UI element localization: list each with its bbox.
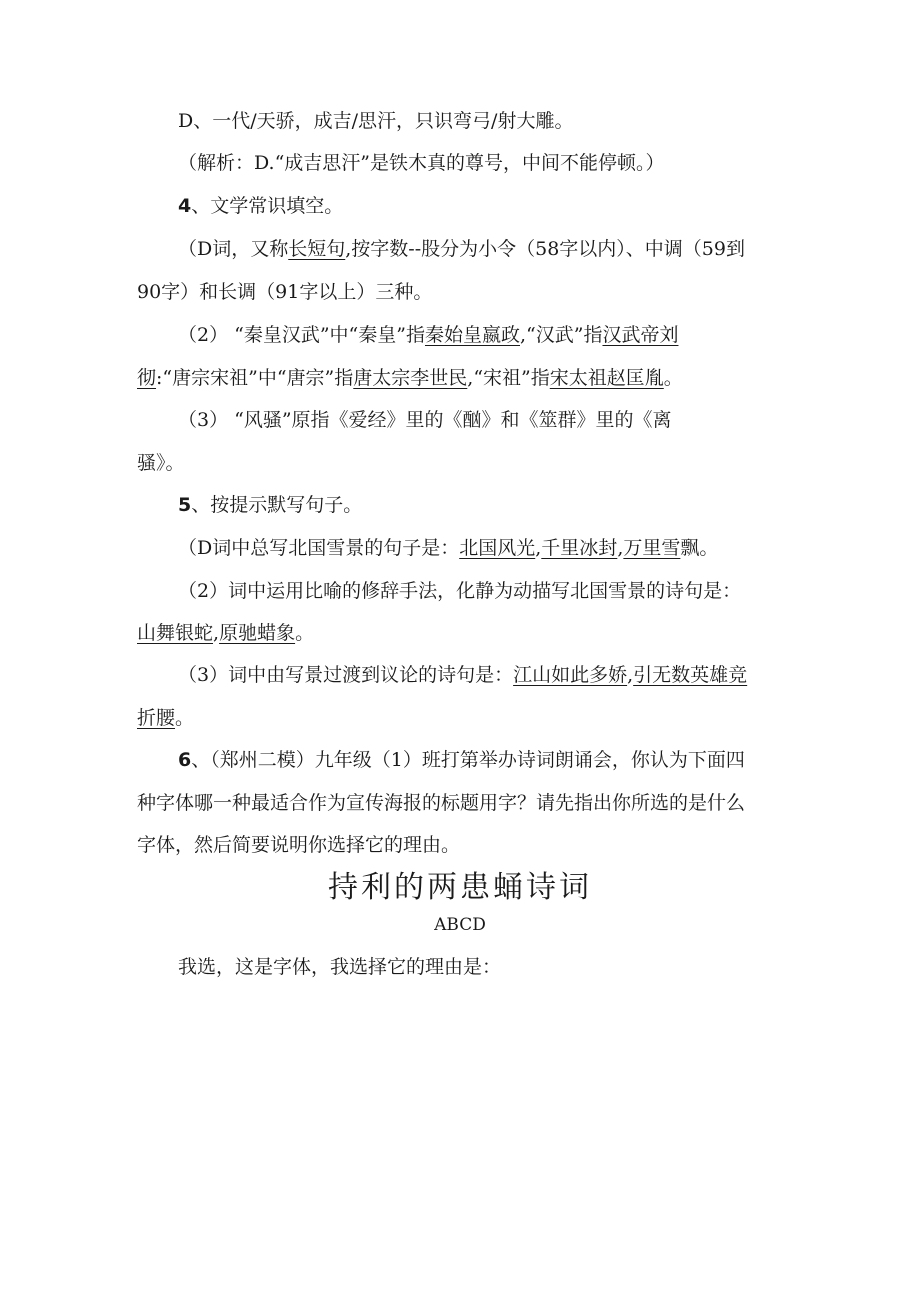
q4-item2-answer-qinhuang: 秦始皇嬴政 [424,324,520,346]
font-sample-title: 持利的两患蛹诗词 [328,870,592,905]
q4-item3-line1: （3） “风骚”原指《爱经》里的《酗》和《筮群》里的《离 [178,409,672,431]
q5-item2-answer-2: 原驰蜡象 [219,622,296,644]
q5-item1-end: 飘。 [680,537,719,559]
q5-item1-sep: , [535,537,542,559]
q5-item1-answer-3: 万里雪 [623,537,681,559]
q5-item2-end: 。 [295,622,315,644]
q4-heading [178,193,343,219]
q5-item3-sep: , [627,664,634,686]
q6-line1 [178,747,745,773]
q4-item1-text: ,按字数--股分为小令（58字以内）、中调（59到 [345,238,745,260]
q5-item3-answer-2-cont: 折腰 [137,707,176,729]
q4-item1-line2: 90字）和长调（91字以上）三种。 [137,281,433,303]
q4-item2-answer-hanwu: 汉武帝刘 [602,324,679,346]
q4-item2-answer-songzu: 宋太祖赵匡胤 [549,367,664,389]
q4-item2-end: 。 [663,367,683,389]
q6-text: 、（郑州二模）九年级（1）班打第举办诗词朗诵会，你认为下面四 [191,749,745,771]
q4-title: 、文学常识填空。 [191,195,344,217]
q6-line3: 字体，然后简要说明你选择它的理由。 [137,834,461,856]
q6-answer-prompt: 我选，这是字体，我选择它的理由是： [178,956,502,978]
q5-item1-answer-2: 千里冰封 [541,537,618,559]
q5-heading [178,492,362,518]
q5-item1-sep: , [617,537,624,559]
q5-item3-line1 [178,662,747,688]
q5-item3-answer-2: 引无数英雄竞 [633,664,748,686]
q4-item2-text: ,“汉武”指 [520,324,603,346]
q5-item2-line2 [137,620,314,646]
font-options-label: ABCD [434,915,486,935]
q4-item1-prefix: （D词，又称 [178,238,289,260]
q4-item2-text: ,“宋祖”指 [467,367,550,389]
q5-item3-line2 [137,705,194,731]
q5-item1-prefix: （D词中总写北国雪景的句子是： [178,537,460,559]
q4-number: 4 [178,195,192,217]
q4-item2-answer-tangzong: 唐太宗李世民 [353,367,468,389]
q5-item1-answer-1: 北国风光 [459,537,536,559]
q5-item3-end: 。 [175,707,195,729]
q5-item2-sep: , [213,622,220,644]
q5-item1 [178,535,718,561]
q4-item1-line1 [178,236,745,262]
q6-number: 6 [178,749,192,771]
q4-item3-line2: 骚》。 [137,452,185,474]
q5-number: 5 [178,494,192,516]
q3-analysis: （解析：D.“成吉思汗”是铁木真的尊号，中间不能停顿。） [178,152,665,174]
q4-item2-line2 [137,365,683,391]
q4-item2-text: :“唐宗宋祖”中“唐宗”指 [156,367,354,389]
q4-item2-prefix: （2） “秦皇汉武”中“秦皇”指 [178,324,425,346]
q5-item3-answer-1: 江山如此多娇 [513,664,628,686]
q6-line2: 种字体哪一种最适合作为宣传海报的标题用字？请先指出你所选的是什么 [137,792,746,814]
q4-item2-answer-hanwu-cont: 彻 [137,367,157,389]
q4-item2-line1 [178,322,678,348]
q5-item2-answer-1: 山舞银蛇 [137,622,214,644]
q3-option-d: D、一代/天骄，成吉/思汗，只识弯弓/射大雕。 [178,110,574,132]
q5-item3-prefix: （3）词中由写景过渡到议论的诗句是： [178,664,514,686]
q5-title: 、按提示默写句子。 [191,494,363,516]
q5-item2-line1: （2）词中运用比喻的修辞手法，化静为动描写北国雪景的诗句是： [178,580,742,602]
q4-item1-answer: 长短句 [288,238,346,260]
